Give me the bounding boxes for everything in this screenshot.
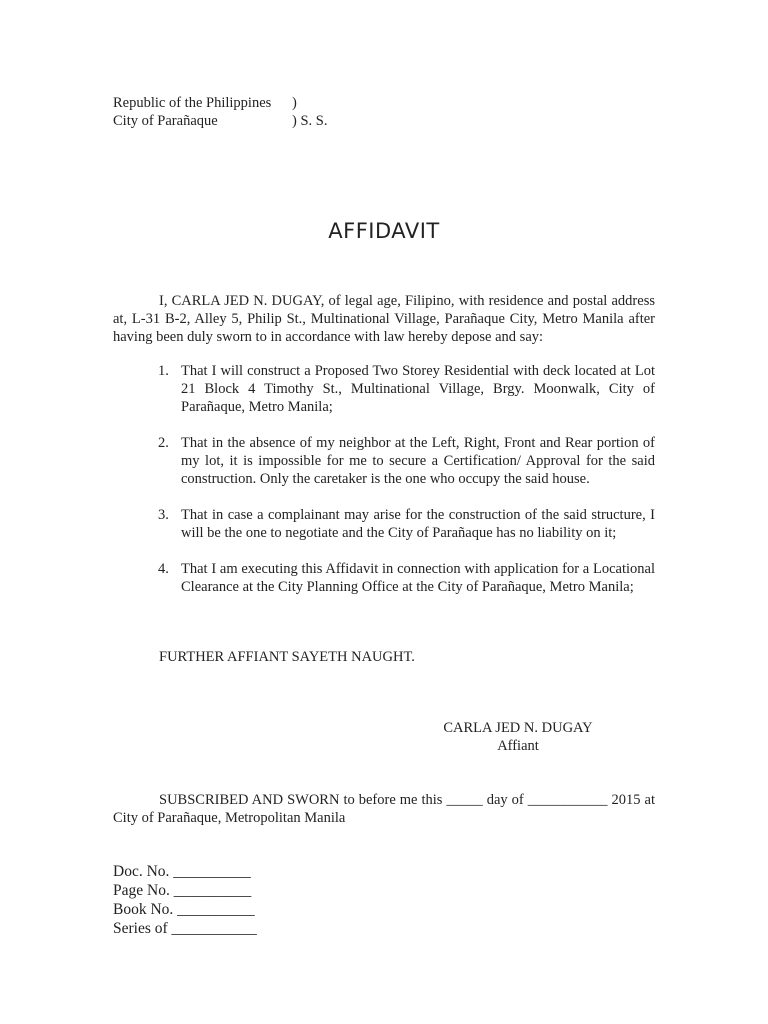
notarial-register [113,862,257,938]
venue-block [113,94,327,130]
list-item [158,434,655,488]
list-item [158,362,655,416]
closing-statement: FURTHER AFFIANT SAYETH NAUGHT. [159,649,415,665]
venue-country: Republic of the Philippines [113,95,272,111]
venue-line-city [113,112,327,130]
venue-city: City of Parañaque [113,113,218,129]
affiant-name: CARLA JED N. DUGAY [443,720,593,736]
list-item-text: That I am executing this Affidavit in connection with application for a Locational Clearance at the City Planning Office at the City of Parañaque, Metro Manila; [181,561,655,595]
series-line: Series of ___________ [113,920,257,937]
list-item-number: 2. [158,435,169,451]
deposition-list [158,362,655,614]
signature-block [420,719,616,755]
list-item [158,506,655,542]
venue-line-republic [113,94,327,112]
doc-number-line: Doc. No. __________ [113,863,251,880]
list-item-text: That I will construct a Proposed Two Storey Residential with deck located at Lot 21 Block 4 Timothy St., Multinational Village, Brgy. Moonwalk, City of Parañaque, Metro Manila; [181,363,655,415]
document-title: AFFIDAVIT [328,219,440,243]
book-number-line: Book No. __________ [113,901,255,918]
list-item-number: 4. [158,561,169,577]
venue-bracket: ) [292,95,297,111]
list-item-text: That in the absence of my neighbor at the Left, Right, Front and Rear portion of my lot, it is impossible for me to secure a Certification/ Approval for the said construction. Only the caretaker is the one who occupy the said house. [181,435,655,487]
page-number-line: Page No. __________ [113,882,252,899]
list-item-number: 1. [158,363,169,379]
list-item-number: 3. [158,507,169,523]
affiant-role: Affiant [497,738,539,754]
list-item [158,560,655,596]
list-item-text: That in case a complainant may arise for the construction of the said structure, I will be the one to negotiate and the City of Parañaque has no liability on it; [181,507,655,541]
intro-paragraph: I, CARLA JED N. DUGAY, of legal age, Filipino, with residence and postal address at, L-31 B-2, Alley 5, Philip St., Multinational Village, Parañaque City, Metro Manila after having been duly sworn to in accordance with law hereby depose and say: [113,293,655,345]
venue-ss: ) S. S. [292,113,328,129]
jurat-paragraph: SUBSCRIBED AND SWORN to before me this _____ day of ___________ 2015 at City of Parañaque, Metropolitan Manila [113,792,655,826]
